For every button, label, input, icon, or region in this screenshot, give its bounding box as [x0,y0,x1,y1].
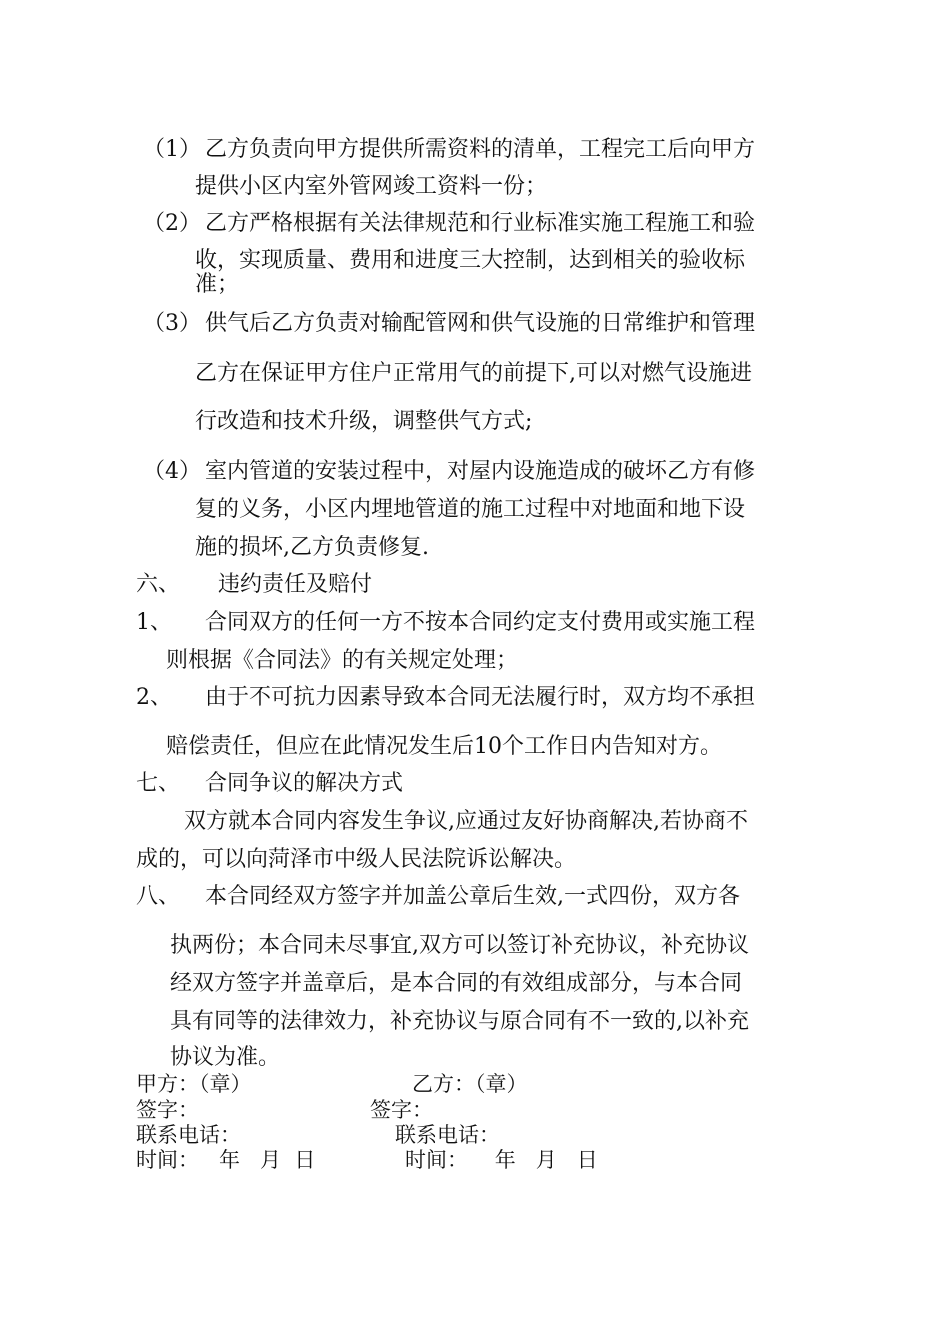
item-text: 乙方负责向甲方提供所需资料的清单，工程完工后向甲方 [205,137,756,162]
party-a-date: 时间： 年 月 日 [136,1148,316,1172]
item-text: 行改造和技术升级，调整供气方式; [195,409,533,434]
clause-text: 赔偿责任，但应在此情况发生后10个工作日内告知对方。 [166,734,722,759]
party-b-phone: 联系电话： [395,1123,500,1147]
party-a-label: 甲方：（章） [136,1072,252,1096]
party-a-phone: 联系电话： [136,1123,241,1147]
item-number: （1） [143,137,201,162]
section-title: 违约责任及赔付 [218,572,373,597]
item-number: （3） [143,311,201,336]
item-text: 乙方在保证甲方住户正常用气的前提下,可以对燃气设施进 [195,361,752,386]
paragraph-text: 执两份；本合同未尽事宜,双方可以签订补充协议，补充协议 [170,933,749,958]
item-text: 复的义务，小区内埋地管道的施工过程中对地面和地下设 [195,497,746,522]
item-number: （4） [143,459,201,484]
paragraph-text: 经双方签字并盖章后，是本合同的有效组成部分，与本合同 [170,971,743,996]
item-text: 室内管道的安装过程中，对屋内设施造成的破坏乙方有修 [205,459,756,484]
party-b-signature: 签字： [370,1098,433,1122]
paragraph-text: 成的，可以向菏泽市中级人民法院诉讼解决。 [136,847,577,872]
party-a-signature: 签字： [136,1098,199,1122]
party-b-date: 时间： 年 月 日 [405,1148,598,1172]
paragraph-text: 协议为准。 [170,1045,281,1070]
clause-text: 合同双方的任何一方不按本合同约定支付费用或实施工程 [205,610,756,635]
clause-number: 1、 [136,610,172,635]
item-number: （2） [143,211,201,236]
party-b-label: 乙方：（章） [412,1072,528,1096]
item-text: 准； [195,272,240,297]
clause-text: 则根据《合同法》的有关规定处理； [166,648,519,673]
section-number: 七、 [136,771,181,796]
item-text: 收，实现质量、费用和进度三大控制，达到相关的验收标 [195,248,746,273]
item-text: 施的损坏,乙方负责修复. [195,535,429,560]
item-text: 供气后乙方负责对输配管网和供气设施的日常维护和管理 [205,311,756,336]
section-title: 合同争议的解决方式 [205,771,404,796]
paragraph-text: 双方就本合同内容发生争议,应通过友好协商解决,若协商不 [184,809,748,834]
clause-text: 由于不可抗力因素导致本合同无法履行时，双方均不承担 [205,685,756,710]
clause-number: 2、 [136,685,172,710]
paragraph-text: 本合同经双方签字并加盖公章后生效,一式四份，双方各 [205,884,740,909]
item-text: 提供小区内室外管网竣工资料一份； [195,174,548,199]
item-text: 乙方严格根据有关法律规范和行业标准实施工程施工和验 [205,211,756,236]
section-number: 六、 [136,572,181,597]
paragraph-text: 具有同等的法律效力，补充协议与原合同有不一致的,以补充 [170,1009,749,1034]
section-number: 八、 [136,884,181,909]
